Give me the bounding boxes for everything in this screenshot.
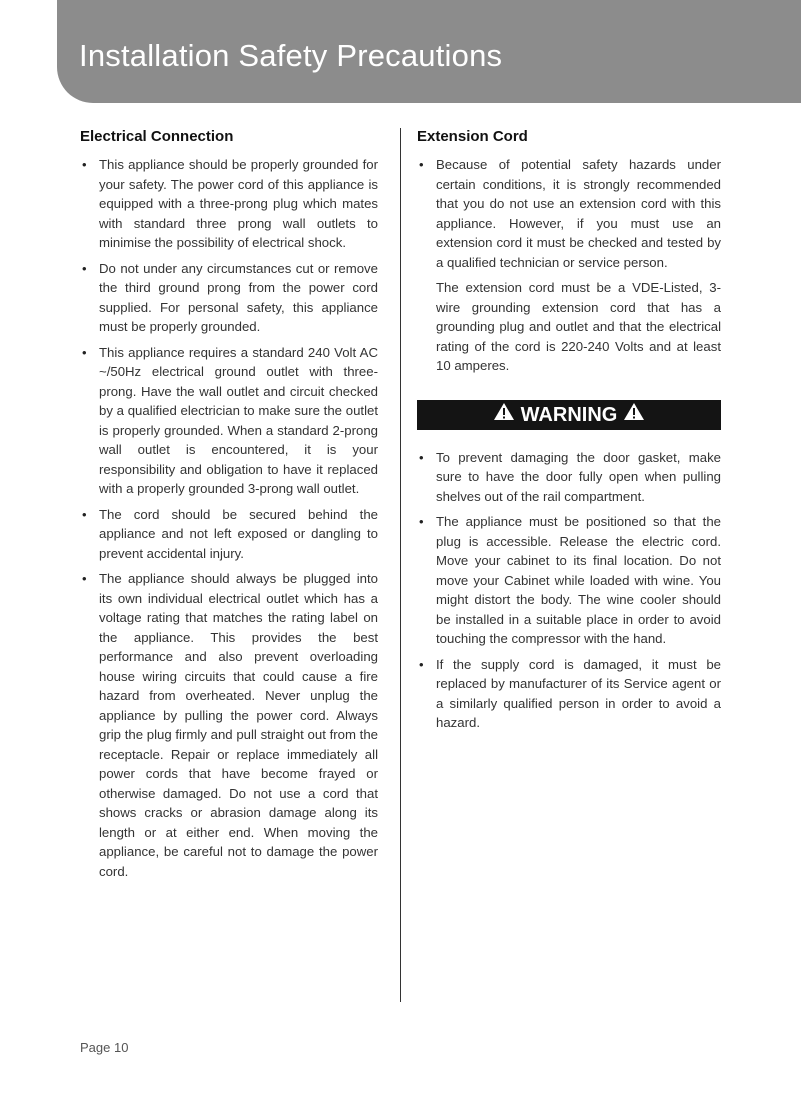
list-item-text: This appliance requires a standard 240 Volt AC ~/50Hz electrical ground outlet with three-prong. Have the wall outlet and circuit checked by a qualified electrician to make sure the outlet is properly grounded. When a standard 2-prong wall outlet is encountered, it is your responsibility and obligation to have it replaced with a properly grounded 3-prong wall outlet.	[99, 344, 378, 496]
list-item-text: The appliance must be positioned so that the plug is accessible. Release the electric cord. Move your cabinet to its final location. Do not move your Cabinet while loaded with wine. You might distort the body. The wine cooler should be installed in a suitable place in order to avoid touching the compressor with the hand.	[436, 514, 721, 646]
bullet-icon: •	[82, 260, 87, 276]
list-item-text: To prevent damaging the door gasket, make sure to have the door fully open when pulling shelves out of the rail compartment.	[436, 449, 721, 504]
warning-banner	[417, 400, 721, 430]
warning-triangle-icon	[493, 400, 515, 430]
warning-label: WARNING	[520, 403, 618, 426]
bullet-icon: •	[82, 157, 87, 172]
list-item-text: If the supply cord is damaged, it must be replaced by manufacturer of its Service agent or a similarly qualified person in order to avoid a hazard.	[436, 656, 721, 730]
list-item	[417, 448, 721, 507]
list-item	[417, 655, 721, 733]
warning-list	[417, 448, 721, 733]
list-item	[80, 259, 378, 337]
list-item	[417, 512, 721, 649]
bullet-icon: •	[419, 449, 424, 465]
list-item-text: Because of potential safety hazards under certain conditions, it is strongly recommended that you do not use an extension cord with this appliance. However, if you must use an extension cord it must be checked and tested by a qualified technician or service person.	[436, 157, 721, 270]
electrical-connection-heading: Electrical Connection	[80, 128, 234, 145]
electrical-connection-section	[80, 128, 378, 887]
header-banner	[57, 0, 801, 103]
bullet-icon: •	[82, 506, 87, 522]
list-item	[417, 155, 721, 272]
column-divider	[400, 128, 401, 1002]
bullet-icon: •	[419, 514, 424, 529]
warning-triangle-icon	[623, 400, 645, 430]
list-item	[80, 569, 378, 881]
electrical-connection-list	[80, 155, 378, 881]
list-item-text: The appliance should always be plugged into its own individual electrical outlet which has a voltage rating that matches the rating label on the appliance. This provides the best performance and also prevent overloading house wiring circuits that could cause a fire hazard from overheated. Never unplug the appliance by pulling the power cord. Always grip the plug firmly and pull straight out from the receptacle. Repair or replace immediately all power cords that have become frayed or otherwise damaged. Do not use a cord that shows cracks or abrasion damage along its length or at either end. When moving the appliance, be careful not to damage the power cord.	[99, 571, 378, 879]
page-number: Page 10	[80, 1040, 129, 1055]
list-item-text: Do not under any circumstances cut or remove the third ground prong from the power cord supplied. For personal safety, this appliance must be properly grounded.	[99, 260, 378, 334]
extension-cord-section	[417, 128, 721, 739]
list-item	[80, 505, 378, 564]
list-item-text: This appliance should be properly grounded for your safety. The power cord of this appliance is equipped with a three-prong plug which mates with standard three prong wall outlets to minimise the possibility of electrical shock.	[99, 157, 378, 250]
extension-cord-paragraph: The extension cord must be a VDE-Listed, 3-wire grounding extension cord that has a grounding plug and outlet and that the electrical rating of the cord is 220-240 Volts and at least 10 amperes.	[436, 280, 721, 373]
extension-cord-heading: Extension Cord	[417, 128, 528, 145]
list-item	[80, 343, 378, 499]
bullet-icon: •	[82, 571, 87, 586]
list-item	[80, 155, 378, 253]
page-title: Installation Safety Precautions	[79, 38, 503, 73]
list-item-text: The cord should be secured behind the appliance and not left exposed or dangling to prevent accidental injury.	[99, 506, 378, 561]
bullet-icon: •	[82, 344, 87, 360]
bullet-icon: •	[419, 656, 424, 672]
bullet-icon: •	[419, 157, 424, 172]
extension-cord-list	[417, 155, 721, 272]
